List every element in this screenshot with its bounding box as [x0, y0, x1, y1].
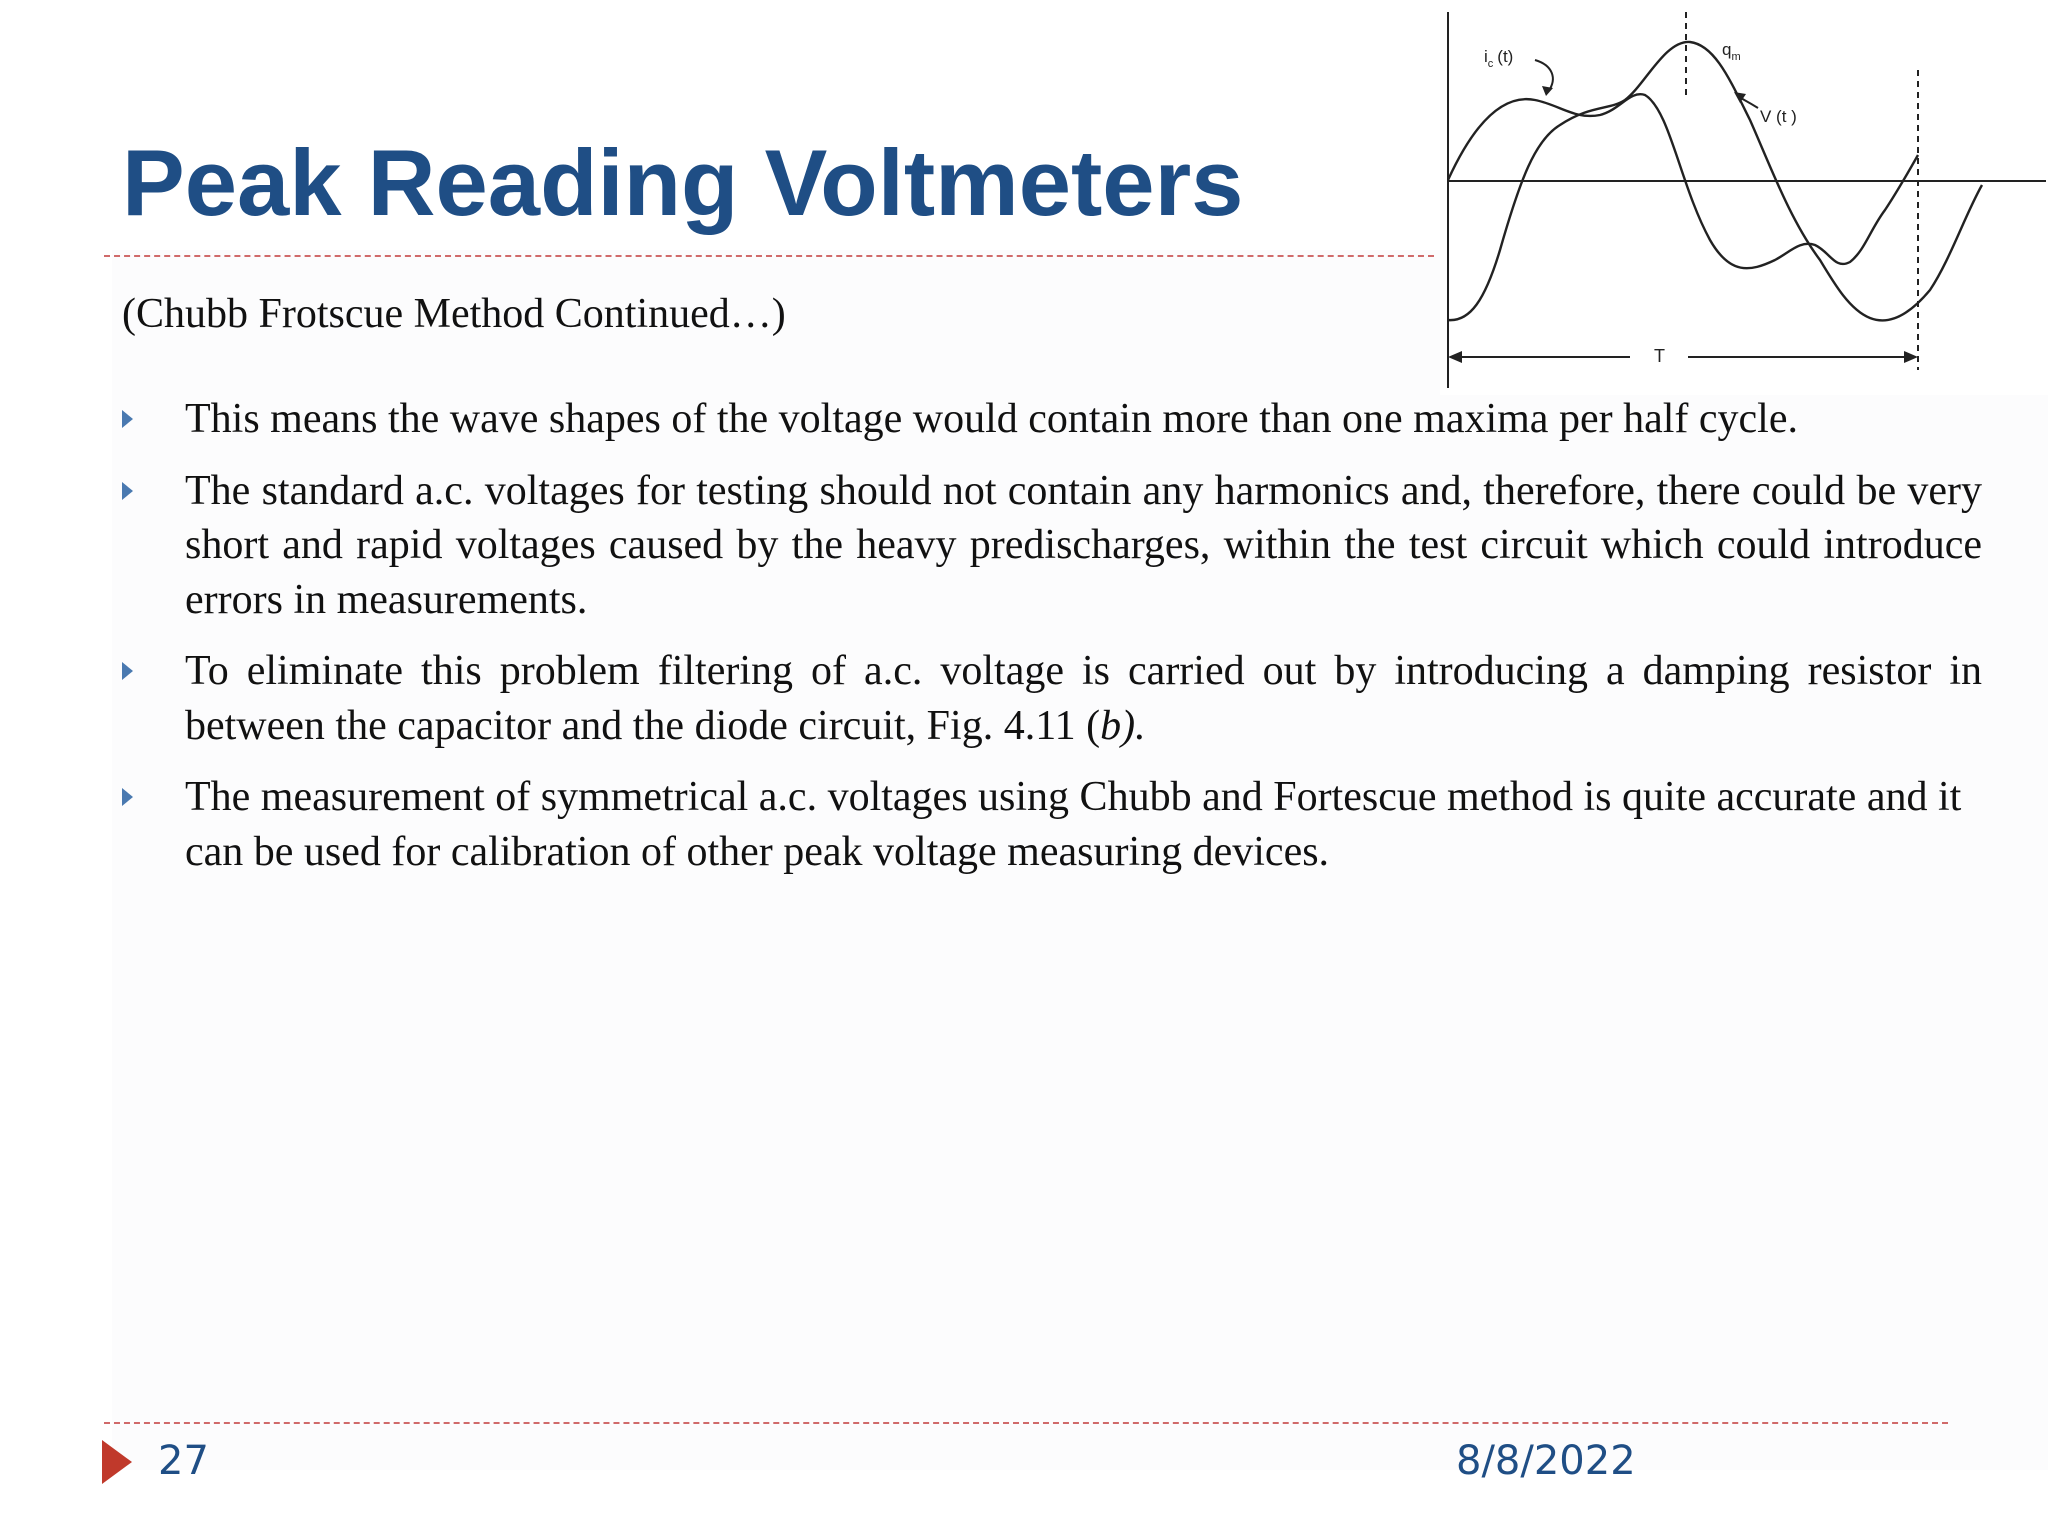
slide-subtitle: (Chubb Frotscue Method Continued…)	[122, 291, 786, 337]
current-label: $i_c$ (t)	[1484, 47, 1514, 70]
bullet-text	[185, 644, 1982, 753]
slide-date: 8/8/2022	[1456, 1438, 1636, 1484]
page-number: 27	[158, 1438, 209, 1484]
qm-label: $q_m$	[1722, 40, 1741, 63]
slide-title: Peak Reading Voltmeters	[122, 130, 1244, 235]
footer-triangle-icon	[102, 1440, 132, 1484]
bullet-text-italic: b).	[1100, 702, 1146, 749]
waveform-figure	[1440, 0, 2048, 395]
bullet-list	[122, 392, 1982, 896]
bullet-item	[122, 644, 1982, 753]
title-divider	[104, 255, 1434, 257]
bullet-text: The standard a.c. voltages for testing should not contain any harmonics and, therefore, there could be very short and rapid voltages caused by the heavy predischarges, within the test circuit which could introduce errors in measurements.	[185, 467, 1982, 623]
period-label: T	[1654, 346, 1665, 366]
voltage-label: V (t )	[1760, 107, 1797, 126]
bullet-marker-icon	[122, 788, 133, 806]
bullet-marker-icon	[122, 482, 133, 500]
bullet-marker-icon	[122, 410, 133, 428]
bullet-marker-icon	[122, 662, 133, 680]
bullet-item	[122, 770, 1982, 879]
bullet-text-main: To eliminate this problem filtering of a.c. voltage is carried out by introducing a damping resistor in between the capacitor and the diode circuit, Fig. 4.11 (	[185, 648, 1982, 749]
bullet-text: This means the wave shapes of the voltage would contain more than one maxima per half cycle.	[185, 396, 1798, 442]
bullet-text: The measurement of symmetrical a.c. voltages using Chubb and Fortescue method is quite accurate and it can be used for calibration of other peak voltage measuring devices.	[185, 774, 1962, 875]
footer-divider	[104, 1422, 1948, 1424]
bullet-item	[122, 464, 1982, 628]
bullet-item	[122, 392, 1982, 447]
